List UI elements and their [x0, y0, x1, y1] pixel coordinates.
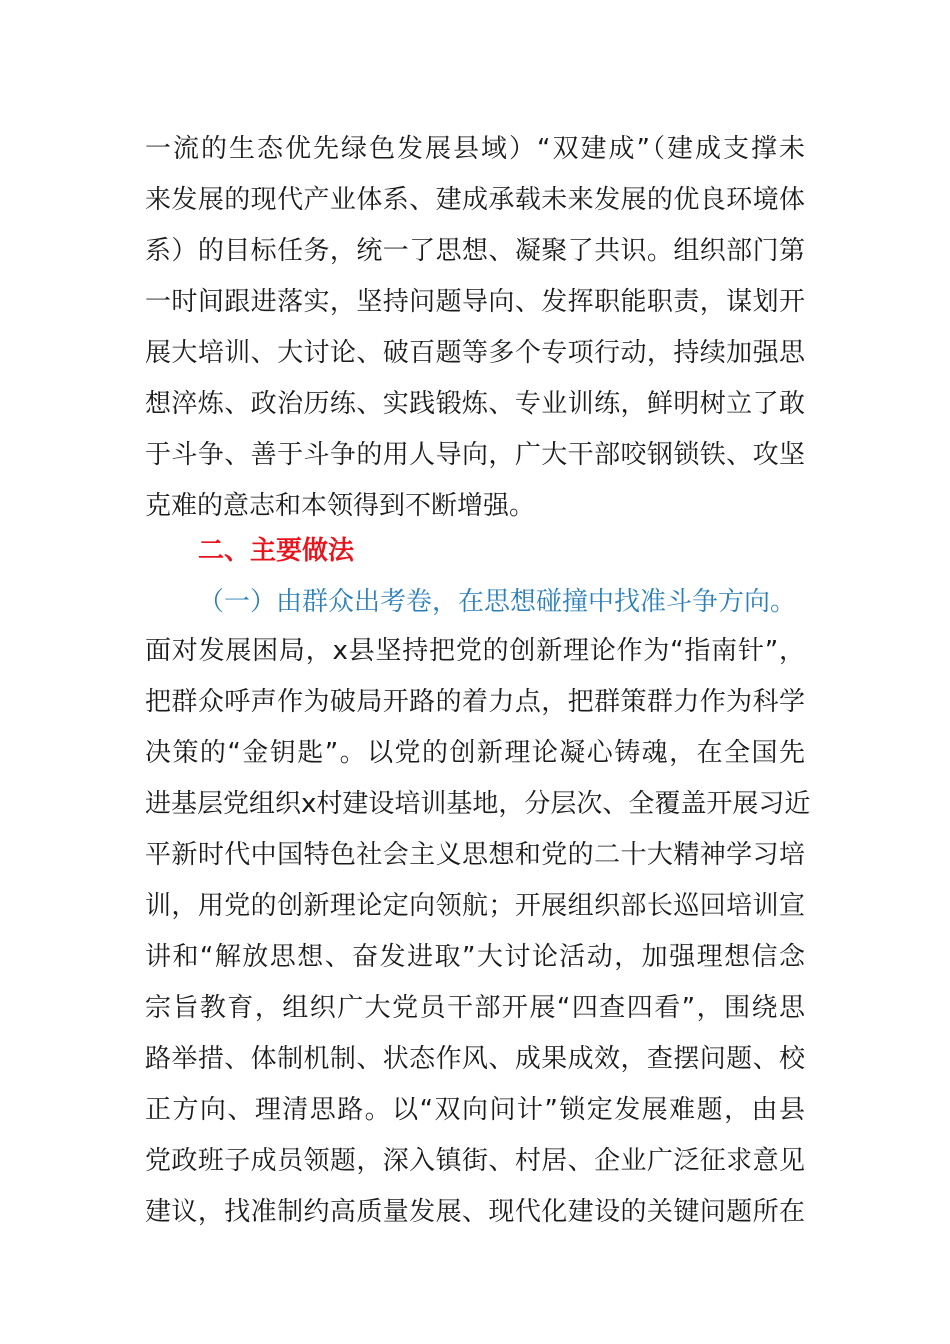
- body-text-line: 建议，找准制约高质量发展、现代化建设的关键问题所在: [145, 1197, 805, 1227]
- body-text-line: 平新时代中国特色社会主义思想和党的二十大精神学习培: [145, 840, 805, 870]
- body-text-line: 克难的意志和本领得到不断增强。: [145, 491, 536, 521]
- body-text-line: 于斗争、善于斗争的用人导向，广大干部咬钢锁铁、攻坚: [145, 440, 805, 470]
- body-text-line: 路举措、体制机制、状态作风、成果成效，查摆问题、校: [145, 1044, 805, 1074]
- body-text-line: 党政班子成员领题，深入镇街、村居、企业广泛征求意见: [145, 1146, 805, 1176]
- body-text-line: 系）的目标任务，统一了思想、凝聚了共识。组织部门第: [145, 236, 805, 266]
- body-text-line: 展大培训、大讨论、破百题等多个专项行动，持续加强思: [145, 338, 805, 368]
- body-text-line: 一时间跟进落实，坚持问题导向、发挥职能职责，谋划开: [145, 287, 805, 317]
- body-text-line: 宗旨教育，组织广大党员干部开展“四查四看”，围绕思: [145, 993, 805, 1023]
- body-text-line: 决策的“金钥匙”。以党的创新理论凝心铸魂，在全国先: [145, 738, 805, 768]
- body-text-line: 讲和“解放思想、奋发进取”大讨论活动，加强理想信念: [145, 942, 805, 972]
- body-text-line: 来发展的现代产业体系、建成承载未来发展的优良环境体: [145, 185, 805, 215]
- body-text-line: 想淬炼、政治历练、实践锻炼、专业训练，鲜明树立了敢: [145, 389, 805, 419]
- body-text-line: 进基层党组织x村建设培训基地，分层次、全覆盖开展习近: [145, 789, 811, 819]
- body-text-line: 一流的生态优先绿色发展县域）“双建成”（建成支撑未: [145, 134, 805, 164]
- subsection-heading: （一）由群众出考卷，在思想碰撞中找准斗争方向。: [198, 587, 797, 617]
- body-text-line: 把群众呼声作为破局开路的着力点，把群策群力作为科学: [145, 687, 805, 717]
- body-text-line: 训，用党的创新理论定向领航；开展组织部长巡回培训宣: [145, 891, 805, 921]
- section-heading: 二、主要做法: [198, 536, 355, 566]
- body-text-line: 面对发展困局，x县坚持把党的创新理论作为“指南针”，: [145, 636, 805, 666]
- body-text-line: 正方向、理清思路。以“双向问计”锁定发展难题，由县: [145, 1095, 805, 1125]
